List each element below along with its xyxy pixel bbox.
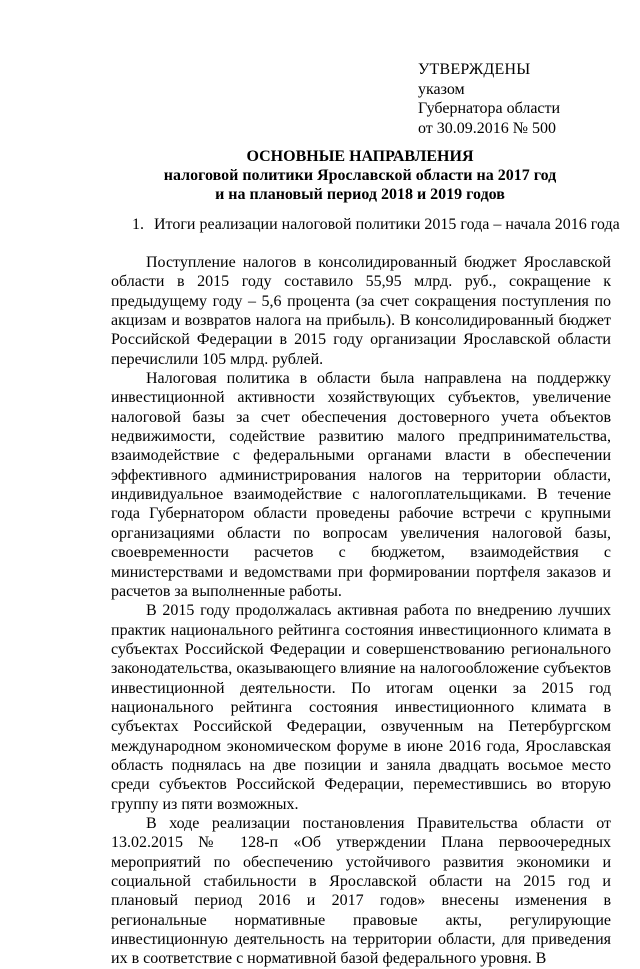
paragraph-tax-policy: Налоговая политика в области была направлена на поддержку инвестиционной активности хозяйствующих субъектов, увеличение налоговой базы за счет обеспечения достоверного учета объектов недвижимости, содействие развитию малого предпринимательства, взаимодействие с федеральными органами власти в обеспечении эффективного администрирования налогов на территории области, индивидуальное взаимодействие с налогоплательщиками. В течение года Губернатором области проведены рабочие встречи с крупными организациями области по вопросам увеличения налоговой базы, своевременности расчетов с бюджетом, взаимодействия с министерствами и ведомствами при формировании портфеля заказов и расчетов за выполненные работы. [111, 370, 611, 600]
title-line-3: и на плановый период 2018 и 2019 годов [215, 186, 505, 203]
paragraph-tax-revenue: Поступление налогов в консолидированный бюджет Ярославской области в 2015 году составило 55,95 млрд. руб., сокращение к предыдущему году – 5,6 процента (за счет сокращения поступления по акцизам и возвратов налога на прибыль). В консолидированный бюджет Российской Федерации в 2015 году организации Ярославской области перечислили 105 млрд. рублей. [111, 254, 611, 368]
approval-line-governor: Губернатора области [418, 100, 561, 117]
document-title [105, 147, 615, 204]
approval-line-decree: указом [418, 80, 465, 98]
paragraph-government-resolution: В ходе реализации постановления Правительства области от 13.02.2015 № 128-п «Об утверждении Плана первоочередных мероприятий по обеспечению устойчивого развития экономики и социальной стабильности в Ярославской области на 2015 год и плановый период 2016 и 2017 годов» внесены изменения в региональные нормативные правовые акты, регулирующие инвестиционную деятельность на территории области, для приведения их в соответствие с нормативной базой федерального уровня. В [111, 814, 611, 968]
section-number: 1. [132, 216, 144, 233]
paragraph-investment-rating: В 2015 году продолжалась активная работа по внедрению лучших практик национального рейтинга состояния инвестиционного климата в субъектах Российской Федерации и совершенствованию регионального законодательства, оказывающего влияние на налогообложение субъектов инвестиционной деятельности. По итогам оценки за 2015 год национального рейтинга состояния инвестиционного климата в субъектах Российской Федерации, озвученным на Петербургском международном экономическом форуме в июне 2016 года, Ярославская область поднялась на две позиции и заняла двадцать восьмое место среди субъектов Российской Федерации, переместившись во вторую группу из пяти возможных. [111, 602, 611, 813]
approval-line-approved: УТВЕРЖДЕНЫ [418, 61, 531, 78]
title-line-2: налоговой политики Ярославской области на 2017 год [163, 167, 557, 184]
title-line-1: ОСНОВНЫЕ НАПРАВЛЕНИЯ [246, 148, 474, 165]
body-text [111, 253, 611, 969]
section-heading-text: Итоги реализации налоговой политики 2015 года – начала 2016 года [154, 216, 620, 233]
approval-line-date: от 30.09.2016 № 500 [418, 119, 557, 137]
section-heading [132, 215, 620, 234]
approval-stamp [418, 60, 628, 138]
